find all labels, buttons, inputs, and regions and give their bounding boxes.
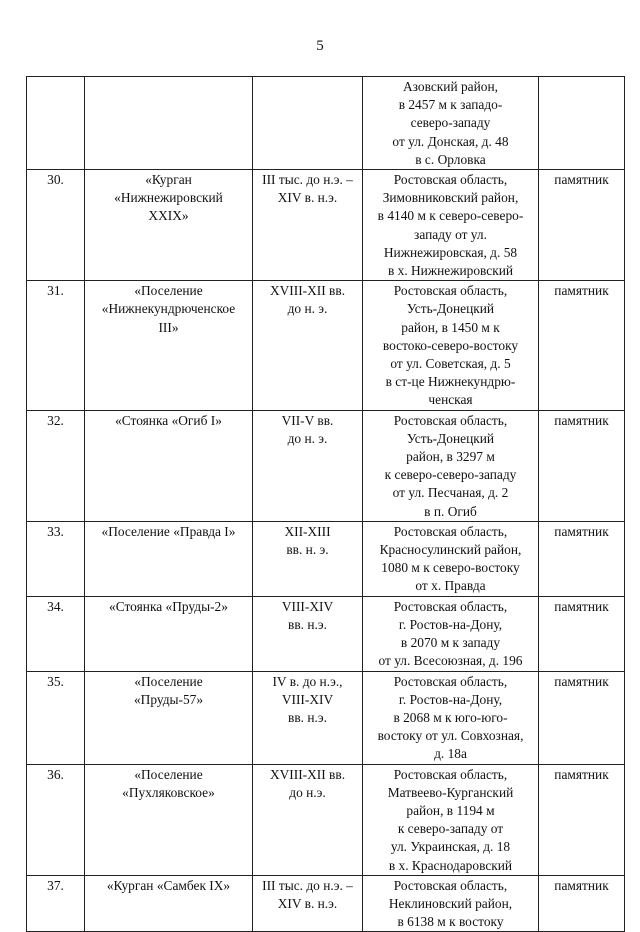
page-number: 5: [316, 38, 324, 54]
location-cell: Ростовская область, г. Ростов-на-Дону, в 2068 м к юго-юго- востоку от ул. Совхозная, д. 18а: [363, 671, 539, 764]
object-name-cell: «Поселение «Правда I»: [85, 521, 253, 596]
category-cell: [539, 77, 625, 170]
category-cell: памятник: [539, 281, 625, 410]
dating-cell: VIII-XIV вв. н.э.: [253, 596, 363, 671]
category-cell: памятник: [539, 596, 625, 671]
table-row: [27, 410, 625, 521]
table-row: [27, 875, 625, 932]
location-cell: Ростовская область, Неклиновский район, в 6138 м к востоку: [363, 875, 539, 932]
object-name-cell: «Поселение «Пруды-57»: [85, 671, 253, 764]
row-number-cell: 36.: [27, 764, 85, 875]
heritage-registry-table: [26, 76, 625, 932]
object-name-cell: [85, 77, 253, 170]
row-number-cell: 35.: [27, 671, 85, 764]
location-cell: Ростовская область, Усть-Донецкий район, в 3297 м к северо-северо-западу от ул. Песчаная, д. 2 в п. Огиб: [363, 410, 539, 521]
table-row: [27, 281, 625, 410]
location-cell: Ростовская область, Зимовниковский район, в 4140 м к северо-северо- западу от ул. Нижнежировская, д. 58 в х. Нижнежировский: [363, 170, 539, 281]
location-cell: Ростовская область, г. Ростов-на-Дону, в 2070 м к западу от ул. Всесоюзная, д. 196: [363, 596, 539, 671]
location-cell: Азовский район, в 2457 м к западо- северо-западу от ул. Донская, д. 48 в с. Орловка: [363, 77, 539, 170]
category-cell: памятник: [539, 170, 625, 281]
table-row: [27, 764, 625, 875]
dating-cell: III тыс. до н.э. – XIV в. н.э.: [253, 170, 363, 281]
dating-cell: XVIII-XII вв. до н.э.: [253, 764, 363, 875]
category-cell: памятник: [539, 764, 625, 875]
category-cell: памятник: [539, 671, 625, 764]
dating-cell: IV в. до н.э., VIII-XIV вв. н.э.: [253, 671, 363, 764]
dating-cell: [253, 77, 363, 170]
object-name-cell: «Стоянка «Пруды-2»: [85, 596, 253, 671]
category-cell: памятник: [539, 875, 625, 932]
table-row: [27, 596, 625, 671]
table-row: [27, 77, 625, 170]
location-cell: Ростовская область, Матвеево-Курганский район, в 1194 м к северо-западу от ул. Украинская, д. 18 в х. Краснодаровский: [363, 764, 539, 875]
object-name-cell: «Курган «Самбек IX»: [85, 875, 253, 932]
row-number-cell: 33.: [27, 521, 85, 596]
dating-cell: XII-XIII вв. н. э.: [253, 521, 363, 596]
table-row: [27, 170, 625, 281]
row-number-cell: 34.: [27, 596, 85, 671]
location-cell: Ростовская область, Усть-Донецкий район, в 1450 м к востоко-северо-востоку от ул. Советская, д. 5 в ст-це Нижнекундрю- ченская: [363, 281, 539, 410]
table-row: [27, 671, 625, 764]
registry-table-body: [27, 77, 625, 932]
row-number-cell: 30.: [27, 170, 85, 281]
row-number-cell: 31.: [27, 281, 85, 410]
category-cell: памятник: [539, 521, 625, 596]
row-number-cell: [27, 77, 85, 170]
row-number-cell: 32.: [27, 410, 85, 521]
dating-cell: XVIII-XII вв. до н. э.: [253, 281, 363, 410]
dating-cell: III тыс. до н.э. – XIV в. н.э.: [253, 875, 363, 932]
object-name-cell: «Поселение «Нижнекундрюченское III»: [85, 281, 253, 410]
location-cell: Ростовская область, Красносулинский район, 1080 м к северо-востоку от х. Правда: [363, 521, 539, 596]
table-row: [27, 521, 625, 596]
dating-cell: VII-V вв. до н. э.: [253, 410, 363, 521]
category-cell: памятник: [539, 410, 625, 521]
row-number-cell: 37.: [27, 875, 85, 932]
object-name-cell: «Стоянка «Огиб I»: [85, 410, 253, 521]
object-name-cell: «Поселение «Пухляковское»: [85, 764, 253, 875]
object-name-cell: «Курган «Нижнежировский XXIX»: [85, 170, 253, 281]
